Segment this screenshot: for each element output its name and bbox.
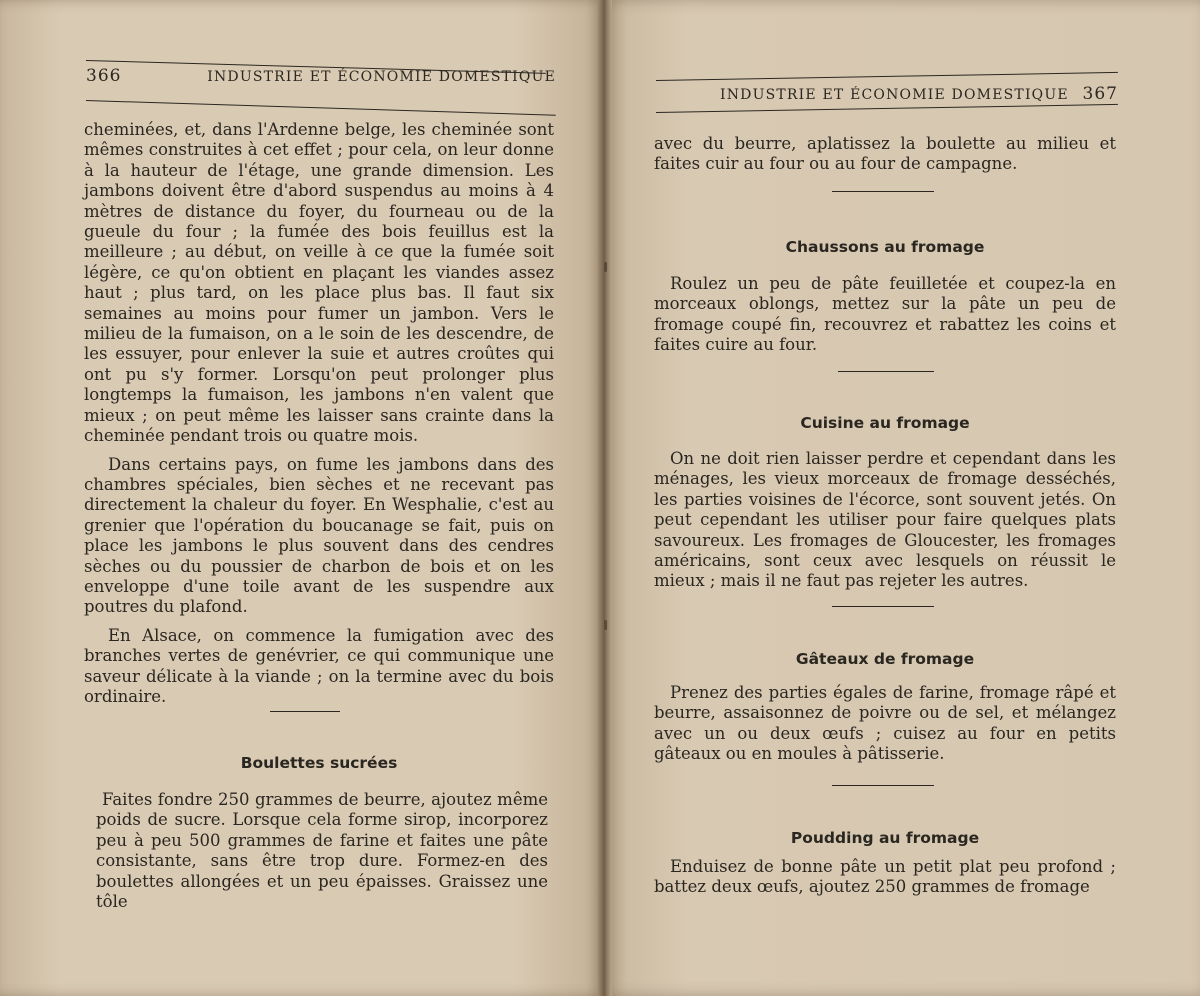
section-separator	[838, 371, 934, 372]
right-running-title: INDUSTRIE ET ÉCONOMIE DOMESTIQUE	[720, 87, 1069, 103]
heading-pudding: Poudding au fromage	[790, 829, 980, 847]
binding-stitch	[604, 262, 607, 272]
right-running-head	[656, 84, 1118, 104]
paragraph-chambres: Dans certains pays, on fume les jambons dans des chambres spéciales, bien sèches et ne recevant pas directement la chaleur du foyer. En Wesphalie, c'est au grenier que l'opération du boucanage se fait, puis on place les jambons le plus souvent dans des cendres sèches ou du poussier de charbon de bois et on les enveloppe d'une toile avant de les suspendre aux poutres du plafond.	[84, 454, 554, 617]
paragraph-continued: avec du beurre, aplatissez la boulette au milieu et faites cuir au four ou au four de campagne.	[654, 134, 1116, 174]
section-separator	[832, 785, 934, 786]
left-running-title: INDUSTRIE ET ÉCONOMIE DOMESTIQUE	[207, 69, 556, 85]
paragraph-gateaux: Prenez des parties égales de farine, fromage râpé et beurre, assaisonnez de poivre ou de sel, et mélangez avec un ou deux œufs ; cuisez au four en petits gâteaux ou en moules à pâtisserie.	[654, 683, 1116, 764]
left-body-text	[84, 120, 554, 707]
paragraph-alsace: En Alsace, on commence la fumigation avec des branches vertes de genévrier, ce qui communique une saveur délicate à la viande ; on la termine avec du bois ordinaire.	[84, 625, 554, 706]
heading-gateaux: Gâteaux de fromage	[795, 650, 975, 668]
section-separator	[270, 711, 340, 712]
book-gutter	[598, 0, 612, 996]
header-rule-bottom	[86, 100, 556, 116]
heading-chaussons: Chaussons au fromage	[785, 238, 985, 256]
left-running-head	[86, 66, 556, 86]
section-separator	[832, 606, 934, 607]
heading-boulettes: Boulettes sucrées	[240, 754, 398, 772]
paragraph-pudding: Enduisez de bonne pâte un petit plat peu profond ; battez deux œufs, ajoutez 250 grammes de fromage	[654, 857, 1116, 897]
right-page-number: 367	[1082, 84, 1118, 104]
paragraph-chaussons: Roulez un peu de pâte feuilletée et coupez-la en morceaux oblongs, mettez sur la pâte un peu de fromage coupé fin, recouvrez et rabattez les coins et faites cuire au four.	[654, 274, 1116, 355]
paragraph-boulettes: Faites fondre 250 grammes de beurre, ajoutez même poids de sucre. Lorsque cela forme sirop, incorporez peu à peu 500 grammes de farine et faites une pâte consistante, sans être trop dure. Formez-en des boulettes allongées et un peu épaisses. Graissez une tôle	[96, 790, 548, 912]
paragraph-fumaison: cheminées, et, dans l'Ardenne belge, les cheminée sont mêmes construites à cet effet ; pour cela, on leur donne à la hauteur de l'étage, une grande dimension. Les jambons doivent être d'abord suspendus au moins à 4 mètres de distance du foyer, du fourneau ou de la gueule du four ; la fumée des bois feuillus est la meilleure ; au début, on veille à ce que la fumée soit légère, ce qu'on obtient en plaçant les viandes assez haut ; plus tard, on les place plus bas. Il faut six semaines au moins pour fumer un jambon. Vers le milieu de la fumaison, on a le soin de les descendre, de les essuyer, pour enlever la suie et autres croûtes qui ont pu s'y former. Lorsqu'on peut prolonger plus longtemps la fumaison, les jambons n'en valent que mieux ; on peut même les laisser sans crainte dans la cheminée pendant trois ou quatre mois.	[84, 120, 554, 446]
section-separator	[832, 191, 934, 192]
heading-cuisine: Cuisine au fromage	[800, 414, 970, 432]
left-page-number: 366	[86, 66, 122, 86]
binding-stitch	[604, 620, 607, 630]
paragraph-cuisine: On ne doit rien laisser perdre et cependant dans les ménages, les vieux morceaux de fromage desséchés, les parties voisines de l'écorce, sont souvent jetés. On peut cependant les utiliser pour faire quelques plats savoureux. Les fromages de Gloucester, les fromages américains, sont ceux avec lesquels on réussit le mieux ; mais il ne faut pas rejeter les autres.	[654, 449, 1116, 591]
